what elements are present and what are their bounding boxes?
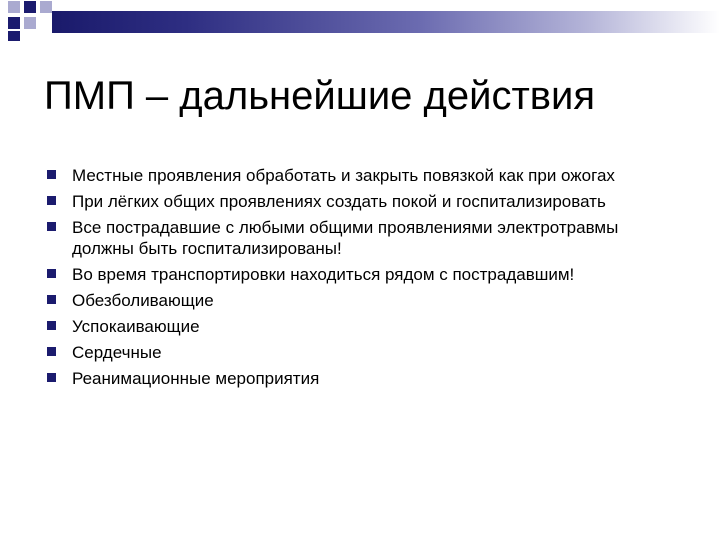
decor-square-light-3 [24, 17, 36, 29]
bullet-text: Успокаивающие [72, 317, 200, 336]
decor-square-light-2 [40, 1, 52, 13]
bullet-item [44, 342, 684, 363]
bullet-item [44, 316, 684, 337]
square-bullet-icon [47, 295, 56, 304]
bullet-item [44, 368, 684, 389]
square-bullet-icon [47, 222, 56, 231]
bullet-text: Все пострадавшие с любыми общими проявлениями электротравмы должны быть госпитализированы! [72, 218, 619, 258]
decor-square-dark-1 [24, 1, 36, 13]
square-bullet-icon [47, 170, 56, 179]
bullet-text: Сердечные [72, 343, 162, 362]
square-bullet-icon [47, 373, 56, 382]
square-bullet-icon [47, 321, 56, 330]
header-gradient-band [52, 11, 720, 33]
bullet-item [44, 217, 684, 259]
bullet-list [44, 165, 684, 394]
bullet-item [44, 165, 684, 186]
bullet-item [44, 191, 684, 212]
decor-square-dark-3 [8, 31, 20, 41]
square-bullet-icon [47, 347, 56, 356]
bullet-text: Во время транспортировки находиться рядом с пострадавшим! [72, 265, 575, 284]
bullet-text: Местные проявления обработать и закрыть повязкой как при ожогах [72, 166, 615, 185]
decor-square-light-1 [8, 1, 20, 13]
bullet-text: Обезболивающие [72, 291, 214, 310]
decor-square-dark-2 [8, 17, 20, 29]
square-bullet-icon [47, 269, 56, 278]
bullet-item [44, 290, 684, 311]
bullet-item [44, 264, 684, 285]
slide-title: ПМП – дальнейшие действия [44, 74, 596, 118]
bullet-text: При лёгких общих проявлениях создать покой и госпитализировать [72, 192, 606, 211]
square-bullet-icon [47, 196, 56, 205]
bullet-text: Реанимационные мероприятия [72, 369, 320, 388]
